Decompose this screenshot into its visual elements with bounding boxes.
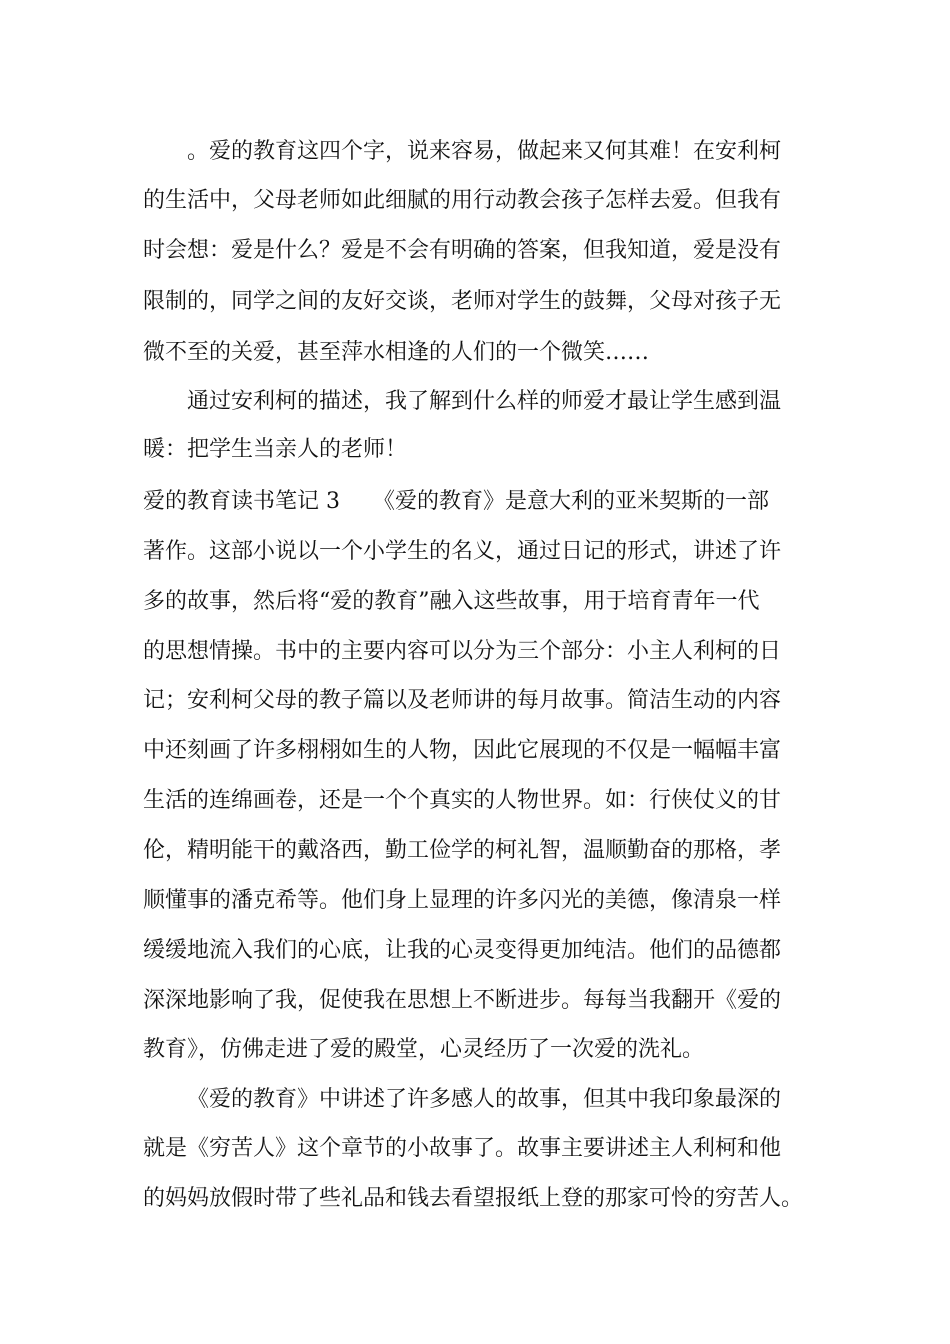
- text-line: 时会想：爱是什么？爱是不会有明确的答案，但我知道，爱是没有: [143, 238, 782, 263]
- text-line: 顺懂事的潘克希等。他们身上显理的许多闪光的美德，像清泉一样: [143, 888, 782, 913]
- text-line: 《爱的教育》中讲述了许多感人的故事，但其中我印象最深的: [187, 1087, 782, 1112]
- text-line: 的思想情操。书中的主要内容可以分为三个部分：小主人利柯的日: [143, 639, 782, 664]
- text-line: 缓缓地流入我们的心底，让我的心灵变得更加纯洁。他们的品德都: [143, 938, 782, 963]
- text-line: 多的故事，然后将“爱的教育”融入这些故事，用于培育青年一代: [143, 589, 760, 614]
- text-line: 中还刻画了许多栩栩如生的人物，因此它展现的不仅是一幅幅丰富: [143, 738, 782, 763]
- text-line: 限制的，同学之间的友好交谈，老师对学生的鼓舞，父母对孩子无: [143, 289, 782, 314]
- text-line: 的妈妈放假时带了些礼品和钱去看望报纸上登的那家可怜的穷苦人。: [143, 1186, 804, 1211]
- section-heading-line: 爱的教育读书笔记 3 《爱的教育》是意大利的亚米契斯的一部: [143, 489, 769, 514]
- text-line: 就是《穷苦人》这个章节的小故事了。故事主要讲述主人利柯和他: [143, 1136, 782, 1161]
- text-line: 深深地影响了我，促使我在思想上不断进步。每每当我翻开《爱的: [143, 988, 782, 1013]
- text-line: 生活的连绵画卷，还是一个个真实的人物世界。如：行侠仗义的甘: [143, 788, 782, 813]
- text-line: 的生活中，父母老师如此细腻的用行动教会孩子怎样去爱。但我有: [143, 188, 782, 213]
- text-line: 暖：把学生当亲人的老师！: [143, 437, 408, 462]
- text-line: 记；安利柯父母的教子篇以及老师讲的每月故事。简洁生动的内容: [143, 688, 782, 713]
- text-line: 。爱的教育这四个字，说来容易，做起来又何其难！在安利柯: [187, 139, 782, 164]
- text-line: 伦，精明能干的戴洛西，勤工俭学的柯礼智，温顺勤奋的那格，孝: [143, 838, 782, 863]
- text-line: 通过安利柯的描述，我了解到什么样的师爱才最让学生感到温: [187, 389, 782, 414]
- text-line: 微不至的关爱，甚至萍水相逢的人们的一个微笑……: [143, 340, 650, 365]
- text-line: 教育》，仿佛走进了爱的殿堂，心灵经历了一次爱的洗礼。: [143, 1037, 705, 1062]
- text-line: 著作。这部小说以一个小学生的名义，通过日记的形式，讲述了许: [143, 539, 782, 564]
